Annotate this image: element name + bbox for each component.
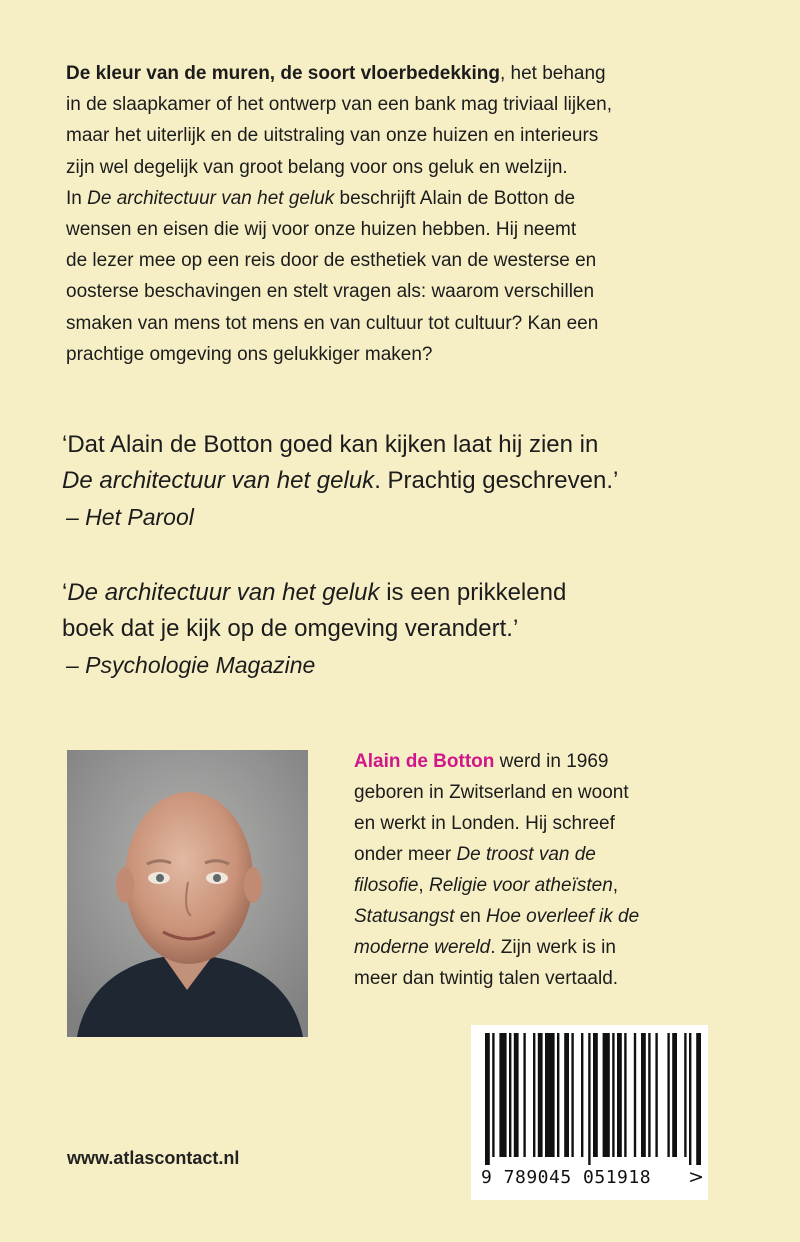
bio-line-5: filosofie, Religie voor atheïsten,	[354, 875, 619, 896]
blurb-line-4: zijn wel degelijk van groot belang voor ons geluk en welzijn.	[66, 156, 568, 178]
bio-line-6: Statusangst en Hoe overleef ik de	[354, 906, 640, 927]
barcode-bar	[667, 1033, 669, 1157]
barcode-bar	[612, 1033, 614, 1157]
blurb-line-7: de lezer mee op een reis door de esthetiek van de westerse en	[66, 250, 597, 272]
blurb-line-5: In De architectuur van het geluk beschrijft Alain de Botton de	[66, 187, 576, 209]
barcode-bar	[593, 1033, 598, 1157]
review-quote-psychologie-magazine	[62, 575, 762, 683]
blurb-lead-bold: De kleur van de muren, de soort vloerbedekking	[66, 63, 500, 84]
bio-line-1: Alain de Botton werd in 1969	[354, 751, 609, 772]
barcode-bar	[684, 1033, 686, 1157]
barcode-bar	[499, 1033, 506, 1157]
barcode-bar	[641, 1033, 646, 1157]
barcode-bar	[634, 1033, 636, 1157]
book-title-italic: De architectuur van het geluk	[87, 187, 335, 209]
blurb-line-6: wensen en eisen die wij voor onze huizen hebben. Hij neemt	[66, 219, 577, 241]
back-cover-blurb	[66, 58, 756, 370]
barcode-bar	[588, 1033, 590, 1165]
barcode-bar	[581, 1033, 583, 1157]
quote1-source: – Het Parool	[66, 504, 194, 530]
bio-line-7: moderne wereld. Zijn werk is in	[354, 937, 616, 958]
blurb-line-3: maar het uiterlijk en de uitstraling van onze huizen en interieurs	[66, 125, 599, 147]
blurb-line-2: in de slaapkamer of het ontwerp van een bank mag triviaal lijken,	[66, 94, 613, 116]
quote2-source: – Psychologie Magazine	[66, 652, 316, 678]
barcode-bar	[538, 1033, 543, 1157]
barcode-bar	[571, 1033, 573, 1157]
barcode-bar	[492, 1033, 494, 1157]
author-portrait-illustration	[67, 750, 308, 1037]
quote2-line-1: ‘De architectuur van het geluk is een prikkelend	[62, 579, 567, 606]
barcode-arrow: >	[688, 1166, 704, 1188]
blurb-line-1: De kleur van de muren, de soort vloerbedekking, het behang	[66, 63, 606, 84]
quote1-line-1: ‘Dat Alain de Botton goed kan kijken laat hij zien in	[62, 431, 599, 458]
bio-line-8: meer dan twintig talen vertaald.	[354, 968, 619, 989]
bio-line-4: onder meer De troost van de	[354, 844, 596, 865]
barcode-bar	[624, 1033, 626, 1157]
isbn-digits: 9 789045 051918	[481, 1167, 652, 1188]
barcode-bar	[557, 1033, 559, 1157]
barcode-bar	[603, 1033, 610, 1157]
bio-line-3: en werkt in Londen. Hij schreef	[354, 813, 615, 834]
barcode-bar	[648, 1033, 650, 1157]
barcode-bar	[564, 1033, 569, 1157]
barcode-bar	[509, 1033, 511, 1157]
barcode-bar	[655, 1033, 657, 1157]
blurb-line-10: prachtige omgeving ons gelukkiger maken?	[66, 343, 433, 365]
publisher-website: www.atlascontact.nl	[67, 1148, 240, 1168]
quote1-line-2: De architectuur van het geluk. Prachtig geschreven.’	[62, 467, 619, 494]
barcode-bar	[689, 1033, 691, 1165]
barcode-bar	[696, 1033, 701, 1165]
author-photo	[67, 750, 308, 1037]
author-bio	[354, 746, 774, 994]
barcode-bar	[523, 1033, 525, 1157]
author-name: Alain de Botton	[354, 751, 495, 772]
bio-line-2: geboren in Zwitserland en woont	[354, 782, 629, 803]
quote2-line-2: boek dat je kijk op de omgeving verandert.’	[62, 615, 519, 642]
barcode-bar	[514, 1033, 519, 1157]
barcode-bars-icon	[471, 1025, 708, 1165]
barcode-bar	[617, 1033, 622, 1157]
blurb-line-9: smaken van mens tot mens en van cultuur tot cultuur? Kan een	[66, 312, 599, 334]
barcode-bar	[485, 1033, 490, 1165]
barcode-bar	[672, 1033, 677, 1157]
isbn-barcode	[471, 1025, 708, 1200]
review-quote-het-parool	[62, 427, 762, 535]
barcode-bar	[533, 1033, 535, 1157]
blurb-line-8: oosterse beschavingen en stelt vragen als: waarom verschillen	[66, 281, 595, 303]
barcode-bar	[545, 1033, 555, 1157]
